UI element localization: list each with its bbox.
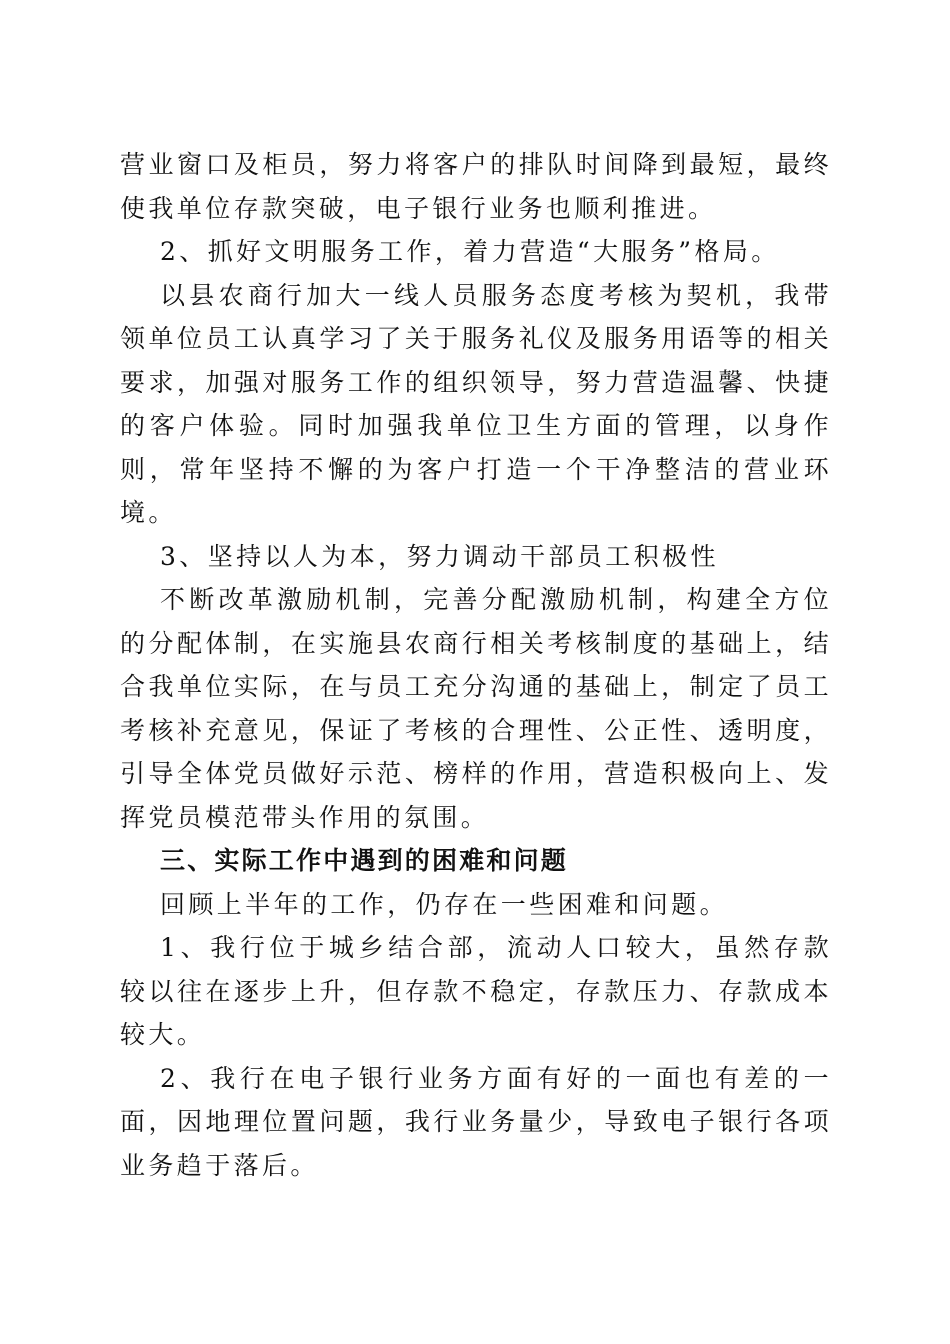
section-heading-difficulties: 三、实际工作中遇到的困难和问题 xyxy=(160,846,569,875)
subheading-people-oriented: 3、坚持以人为本，努力调动干部员工积极性 xyxy=(160,541,719,571)
paragraph-review: 回顾上半年的工作，仍存在一些困难和问题。 xyxy=(160,889,729,919)
paragraph-continuation: 营业窗口及柜员，努力将客户的排队时间降到最短，最终使我单位存款突破，电子银行业务也顺利推进。 xyxy=(120,150,832,223)
paragraph-service-attitude: 以县农商行加大一线人员服务态度考核为契机，我带领单位员工认真学习了关于服务礼仪及服务用语等的相关要求，加强对服务工作的组织领导，努力营造温馨、快捷的客户体验。同时加强我单位卫生方面的管理，以身作则，常年坚持不懈的为客户打造一个干净整洁的营业环境。 xyxy=(120,280,832,527)
paragraph-problem-1: 1、我行位于城乡结合部，流动人口较大，虽然存款较以往在逐步上升，但存款不稳定，存款压力、存款成本较大。 xyxy=(120,933,832,1049)
subheading-civilized-service: 2、抓好文明服务工作，着力营造“大服务”格局。 xyxy=(160,237,780,266)
document-body xyxy=(120,143,832,1187)
paragraph-problem-2: 2、我行在电子银行业务方面有好的一面也有差的一面，因地理位置问题，我行业务量少，导致电子银行各项业务趋于落后。 xyxy=(120,1063,832,1180)
paragraph-incentive-mechanism: 不断改革激励机制，完善分配激励机制，构建全方位的分配体制，在实施县农商行相关考核制度的基础上，结合我单位实际，在与员工充分沟通的基础上，制定了员工考核补充意见，保证了考核的合理性、公正性、透明度，引导全体党员做好示范、榜样的作用，营造积极向上、发挥党员模范带头作用的氛围。 xyxy=(120,585,832,832)
